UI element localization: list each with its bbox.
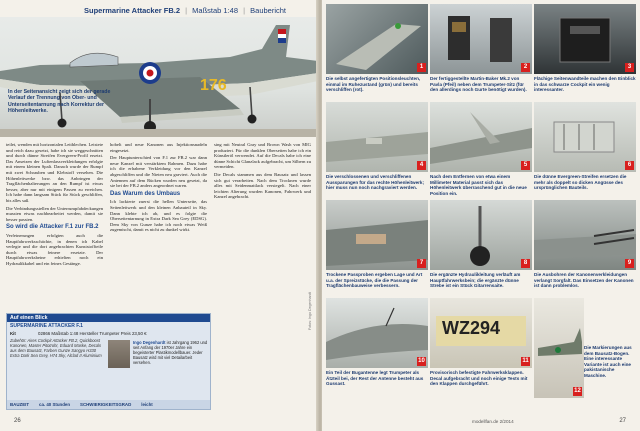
cannon-image (534, 200, 636, 270)
step-number-badge: 8 (521, 259, 530, 268)
page-header (84, 6, 286, 15)
step-number-badge: 9 (625, 259, 634, 268)
right-page (322, 0, 640, 431)
header-scale: Maßstab 1:48 (192, 6, 239, 15)
step-photo (326, 4, 428, 74)
build-time-value: ca. 40 Stunden (39, 402, 71, 407)
page-number-left: 26 (14, 418, 21, 424)
build-time-label: BAUZEIT (10, 402, 30, 407)
kit-extras-text: Zubehör: Aires Cockpit Attacker FB.2, Quickboost Kanonen, Master Pitotrohr, Eduard Maske, Decals aus dem Bausatz, Farben Gunze Sangyo H330 Extra Dark Sea Grey, H74 Sky, Alclad II Aluminium (10, 338, 102, 358)
step-photo (326, 102, 428, 172)
author-description: ist Jahrgang 1962 und seit Anfang der 1970er Jahre ein begeisterter Plastikmodellbauer. Jeder Bausatz wird mit viel Detailarbeit versehen. (133, 340, 208, 365)
step-photo (430, 4, 532, 74)
paragraph: Verfeinerungen erfolgten auch die Hauptfahrwerksschächte, in denen ich Kabel verlegte und die dort angebrachten Kunststoffteile durch etwas feinere ersetzte. Der Hauptfahrwerksbeine erhielten noch ein Hydraulikkabel und ein feines Gestänge. (6, 232, 103, 266)
hero-caption: In der Seitenansicht zeigt sich der gerade Verlauf der Trennung von Ober- und Unterseitentarnung nach Korrektur der Höhenleitwerke. (8, 89, 111, 114)
header-title: Supermarine Attacker FB.2 (84, 6, 181, 15)
tailplane-image (326, 102, 428, 172)
photo-credit: Fotos: Ingo Degenhardt (308, 292, 312, 330)
step-number-badge: 10 (418, 358, 425, 364)
left-page (0, 0, 318, 431)
markings-caption: Die Markierungen aus dem Bausatz-Bogen. Eine interessante Variante ist auch eine pakistanische Maschine. (584, 345, 632, 378)
step-number-badge: 3 (625, 63, 634, 72)
wingtip-image (326, 4, 428, 74)
step-number-badge: 12 (574, 388, 581, 394)
main-gear-image (430, 200, 532, 270)
paragraph: Die Decals stammen aus dem Bausatz und lassen sich gut verarbeiten. Nach dem Trocknen wurde alles mit Seidenmattlack versiegelt. Nach einer leichten Alterung wurden Kanonen, Fahrwerk und Kanzel angebracht. (214, 171, 311, 200)
step-caption: Ein Teil der Bugantenne legt Trumpeter als Ätzteil bei, der Rest der Antenne besteht aus Gussast. (326, 370, 424, 386)
step-caption: Die Ausbohren der Kanonenverkleidungen verlangt Sorgfalt. Das Einsetzen der Kanonen ist dann problemlos. (534, 272, 634, 288)
author-box (108, 340, 210, 396)
step-caption: Die ergänzte Hydraulikleitung verläuft am Hauptfahrwerksbein; die ergänzte dünne Strebe ist ein Stück Gitarrensaite. (430, 272, 521, 288)
info-box-title: Auf einen Blick (7, 314, 210, 322)
step-caption: Nach dem Entfernen von etwa einem Millimeter Material passt sich das Höhenleitwerk überraschend gut in die neue Position ein. (430, 174, 527, 196)
paragraph: Die Verbindungsstellen der Unterrumpfabdeckungen mussten etwas nachbearbeitet werden, damit sie besser passten. (6, 205, 103, 222)
kit-name: SUPERMARINE ATTACKER F.1 (10, 323, 83, 329)
section-heading: Das Warum des Umbaus (110, 190, 181, 197)
step-caption: Flächige Seitenwandteile machen den Einblick in das schwarze Cockpit ein wenig interessanter. (534, 76, 636, 92)
aircraft-code: 176 (200, 77, 227, 94)
header-separator: | (185, 6, 188, 15)
step-photo (326, 200, 428, 270)
text-column-1 (6, 142, 103, 308)
step-caption: Die verschlossenen und verschliffenen Aussparungen für das rechte Höhenleitwerk; hier muss nun noch nachgraviert werden. (326, 174, 425, 190)
step-photo (534, 200, 636, 270)
text-column-3 (214, 142, 311, 409)
difficulty-value: leicht (141, 402, 153, 407)
hero-photo (0, 17, 318, 137)
step-caption: Die selbst angefertigten Positionsleuchten, einmal im Ruhezustand (grün) und bereits verschliffen (rot). (326, 76, 421, 92)
step-photo (326, 298, 428, 368)
page-number-right: 27 (619, 418, 626, 424)
author-photo (108, 340, 130, 368)
author-name: Ingo Degenhardt (133, 340, 166, 345)
paragraph: Ich lackierte zuerst die hellen Unterseite, das Seitenleitwerk und den kleinen Anbauteil in Sky. Dann klebte ich ab, und es folgte die Oberseitentarnung in Extra Dark Sea Grey (EDSG). Dem Sky von Gunze habe ich noch etwas Weiß zugemischt, damit es nicht zu dunkel wirkt. (110, 199, 207, 233)
nose-antenna-image (326, 298, 428, 368)
step-photo (430, 102, 532, 172)
evergreen-strips-image (534, 102, 636, 172)
step-photo (430, 200, 532, 270)
page-footer: modellfan.de 2/2014 (472, 419, 514, 424)
paragraph: teilet, wenden mit horizontalen Leitblechen. Leistete und reich dazu gesetzt, habe ich sie weggeschnitten und durch dünne Streifen Evergreen-Profil ersetzt. Das Ansetzen der Luftenlassverkleidungen erfolgte mit einem kleinen Spalt. Danach wurde der Rumpf mit zwei Schrauben und Klebstoff versehen. Die Höhenleitwerke bzw. das Anbringen der Tragflächenhalterungen an den Rumpf ist etwas besser, aber nur mit einigem Passen zu erreichen. Ich habe dann langsam Stück für Stück geschliffen, bis alles saß. (6, 142, 103, 203)
info-box-footer (7, 400, 210, 409)
kit-value: 02866 Maßstab 1:48 Hersteller Trumpeter Preis 23,50 € (38, 331, 147, 336)
step-number-badge: 7 (417, 259, 426, 268)
difficulty-label: SCHWIERIGKEITSGRAD (80, 402, 132, 407)
serial-code: WZ294 (442, 318, 501, 338)
step-number-badge: 5 (521, 161, 530, 170)
wing-root-image (326, 200, 428, 270)
step-caption: Trockene Passproben ergeben Lage und Art u.a. der Spreizstücke, die die Passung der Tragflächenbauweise verbessern. (326, 272, 423, 288)
header-section: Baubericht (250, 6, 287, 15)
section-heading: So wird die Attacker F.1 zur FB.2 (6, 224, 99, 231)
step-caption: Der fertiggestellte Martin-Baker Mk.2 von Pavla (Pfeil) neben dem Trumpeter-Sitz (für den allerdings noch Gurte benötigt wurden). (430, 76, 527, 92)
tailplane-fitted-image (430, 102, 532, 172)
aircraft-model-image (0, 17, 318, 137)
step-photo (534, 4, 636, 74)
step-number-badge: 1 (417, 63, 426, 72)
step-photo (430, 298, 532, 368)
paragraph: sing mit Neutral Gray und Brown Wash von MIG produziert. Für die dunklen Oberseiten habe ich ein Künstleröl verwendet. Auf die Decals habe ich eine dünne Schicht Glanzlack aufgebracht, um Silbern zu vermeiden. (214, 142, 311, 170)
header-separator: | (243, 6, 246, 15)
ejection-seat-image (430, 4, 532, 74)
step-number-badge: 11 (522, 358, 529, 364)
aircraft-profile-image (534, 298, 584, 398)
step-number-badge: 2 (521, 63, 530, 72)
paragraph: Der Hauptunterschied von F.1 zur FB.2 war dann neue Kanzel mit verstärktem Rahmen. Dazu habe ich die erhabene Verkleidung vor den Kanzel abgeschliffen und die Nieten neu graviert. Auch die Antennen auf dem Rücken wurden neu gesetzt, da sie bei der FB.2 anders angeordnet waren. (110, 155, 207, 189)
kit-details-row (7, 330, 210, 337)
step-photo (534, 102, 636, 172)
step-caption: Die dünne Evergreen-Streifen ersetzen die mehr als doppelt so dicken Angüsse des ursprünglichen Bauteils. (534, 174, 627, 190)
kit-label: Kit (10, 331, 16, 336)
cockpit-image (534, 4, 636, 74)
step-number-badge: 6 (625, 161, 634, 170)
step-caption: Provisorisch befestigte Fahrwerksklappen. Decal aufgebracht und noch einige Tests mit den Klappen durchgeführt. (430, 370, 528, 386)
paragraph: hobelt und neue Kanonen aus Injektionsnadeln eingesetzt. (110, 142, 207, 153)
step-photo (534, 298, 584, 398)
author-bio (133, 340, 209, 365)
step-number-badge: 4 (417, 161, 426, 170)
